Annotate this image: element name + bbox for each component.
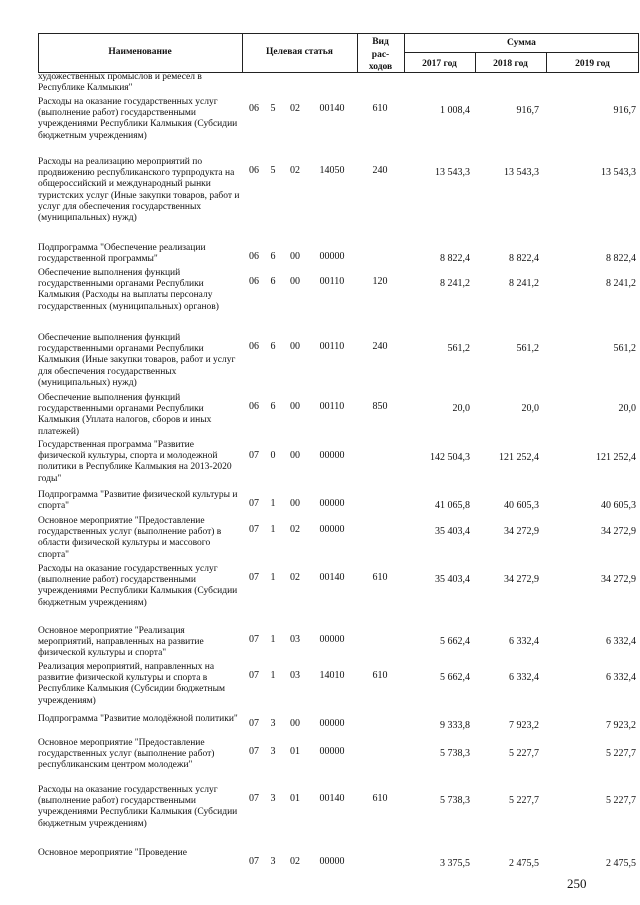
code-subprogram: 3 xyxy=(270,718,276,729)
code-direction: 00140 xyxy=(319,103,345,114)
header-2018: 2018 год xyxy=(493,59,528,69)
sum-2017: 3 375,5 xyxy=(440,858,470,869)
code-subprogram: 1 xyxy=(270,498,276,509)
code-direction: 14010 xyxy=(319,670,345,681)
row-name: Реализация мероприятий, направленных на развитие физической культуры и спорта в Республике Калмыкия (Субсидии бюджетным учреждениям) xyxy=(38,662,225,706)
row-name: Подпрограмма "Обеспечение реализации государственной программы" xyxy=(38,243,206,265)
code-activity: 03 xyxy=(290,670,300,681)
code-section: 07 xyxy=(249,718,259,729)
sum-2019: 7 923,2 xyxy=(606,720,636,731)
sum-2017: 35 403,4 xyxy=(435,574,470,585)
code-activity: 02 xyxy=(290,524,300,535)
sum-2017: 20,0 xyxy=(452,403,470,414)
sum-2019: 5 227,7 xyxy=(606,748,636,759)
row-name: Основное мероприятие "Предоставление государственных услуг (выполнение работ) в области физической культуры и массового спорта" xyxy=(38,516,222,560)
row-name: Обеспечение выполнения функций государственными органами Республики Калмыкия (Иные закупки товаров, работ и услуг для обеспечения государственных (муниципальных) нужд) xyxy=(38,333,236,388)
code-direction: 00110 xyxy=(319,341,345,352)
header-2019: 2019 год xyxy=(575,59,610,69)
sum-2017: 561,2 xyxy=(447,343,470,354)
code-activity: 00 xyxy=(290,401,300,412)
expense-type: 610 xyxy=(372,793,388,804)
sum-2019: 916,7 xyxy=(613,105,636,116)
header-name: Наименование xyxy=(108,47,172,57)
code-section: 07 xyxy=(249,793,259,804)
code-direction: 00000 xyxy=(319,856,345,867)
code-direction: 00110 xyxy=(319,401,345,412)
sum-2017: 13 543,3 xyxy=(435,167,470,178)
row-name: Подпрограмма "Развитие молодёжной политики" xyxy=(38,714,238,724)
row-name: Обеспечение выполнения функций государственными органами Республики Калмыкия (Уплата налогов, сборов и иных платежей) xyxy=(38,393,212,437)
code-section: 07 xyxy=(249,670,259,681)
row-name: Основное мероприятие "Предоставление государственных услуг (выполнение работ) республиканским центром молодежи" xyxy=(38,738,215,771)
sum-2018: 561,2 xyxy=(516,343,539,354)
code-section: 06 xyxy=(249,401,259,412)
sum-2019: 8 241,2 xyxy=(606,278,636,289)
sum-2017: 5 662,4 xyxy=(440,672,470,683)
sum-2019: 8 822,4 xyxy=(606,253,636,264)
code-subprogram: 1 xyxy=(270,634,276,645)
code-subprogram: 5 xyxy=(270,103,276,114)
code-section: 06 xyxy=(249,276,259,287)
code-subprogram: 3 xyxy=(270,746,276,757)
header-type-3: ходов xyxy=(368,62,393,72)
header-type-1: Вид xyxy=(372,37,389,47)
expense-type: 120 xyxy=(372,276,388,287)
sum-2018: 34 272,9 xyxy=(504,526,539,537)
code-direction: 00000 xyxy=(319,524,345,535)
sum-2017: 1 008,4 xyxy=(440,105,470,116)
code-subprogram: 3 xyxy=(270,793,276,804)
sum-2019: 34 272,9 xyxy=(601,574,636,585)
code-direction: 00110 xyxy=(319,276,345,287)
sum-2018: 5 227,7 xyxy=(509,748,539,759)
expense-type: 610 xyxy=(372,670,388,681)
code-section: 07 xyxy=(249,524,259,535)
row-name: Основное мероприятие "Реализация мероприятий, направленных на развитие физической культуры и спорта" xyxy=(38,626,204,659)
expense-type: 610 xyxy=(372,572,388,583)
sum-2019: 2 475,5 xyxy=(606,858,636,869)
sum-2019: 40 605,3 xyxy=(601,500,636,511)
sum-2019: 5 227,7 xyxy=(606,795,636,806)
sum-2018: 8 241,2 xyxy=(509,278,539,289)
sum-2018: 5 227,7 xyxy=(509,795,539,806)
row-name: художественных промыслов и ремесел в Республике Калмыкия" xyxy=(38,72,202,94)
sum-2017: 8 241,2 xyxy=(440,278,470,289)
sum-2018: 7 923,2 xyxy=(509,720,539,731)
sum-2017: 41 065,8 xyxy=(435,500,470,511)
code-direction: 00140 xyxy=(319,793,345,804)
header-sum: Сумма xyxy=(507,38,536,48)
code-section: 06 xyxy=(249,103,259,114)
sum-2019: 34 272,9 xyxy=(601,526,636,537)
sum-2018: 2 475,5 xyxy=(509,858,539,869)
header-target: Целевая статья xyxy=(266,47,333,57)
sum-2019: 121 252,4 xyxy=(596,452,636,463)
code-section: 07 xyxy=(249,450,259,461)
page-number: 250 xyxy=(567,876,587,891)
sum-2018: 40 605,3 xyxy=(504,500,539,511)
sum-2017: 142 504,3 xyxy=(430,452,470,463)
sum-2017: 5 662,4 xyxy=(440,636,470,647)
code-subprogram: 5 xyxy=(270,165,276,176)
code-section: 07 xyxy=(249,856,259,867)
sum-2018: 20,0 xyxy=(521,403,539,414)
code-subprogram: 1 xyxy=(270,670,276,681)
code-section: 06 xyxy=(249,341,259,352)
code-subprogram: 1 xyxy=(270,524,276,535)
sum-2017: 5 738,3 xyxy=(440,795,470,806)
code-activity: 00 xyxy=(290,251,300,262)
sum-2018: 34 272,9 xyxy=(504,574,539,585)
sum-2018: 6 332,4 xyxy=(509,636,539,647)
code-direction: 00000 xyxy=(319,718,345,729)
code-subprogram: 1 xyxy=(270,572,276,583)
header-2017: 2017 год xyxy=(422,59,457,69)
sum-2017: 9 333,8 xyxy=(440,720,470,731)
code-section: 07 xyxy=(249,498,259,509)
code-activity: 01 xyxy=(290,746,300,757)
code-activity: 00 xyxy=(290,450,300,461)
code-direction: 00000 xyxy=(319,450,345,461)
row-name: Расходы на оказание государственных услуг (выполнение работ) государственными учреждениями Республики Калмыкия (Субсидии бюджетным учреждениям) xyxy=(38,564,238,608)
code-direction: 00000 xyxy=(319,634,345,645)
code-section: 07 xyxy=(249,746,259,757)
code-activity: 02 xyxy=(290,103,300,114)
sum-2018: 121 252,4 xyxy=(499,452,539,463)
sum-2019: 561,2 xyxy=(613,343,636,354)
sum-2019: 20,0 xyxy=(618,403,636,414)
code-section: 06 xyxy=(249,251,259,262)
code-activity: 01 xyxy=(290,793,300,804)
code-activity: 00 xyxy=(290,718,300,729)
code-section: 07 xyxy=(249,634,259,645)
sum-2018: 8 822,4 xyxy=(509,253,539,264)
expense-type: 610 xyxy=(372,103,388,114)
sum-2019: 6 332,4 xyxy=(606,636,636,647)
code-subprogram: 6 xyxy=(270,341,276,352)
code-section: 06 xyxy=(249,165,259,176)
code-activity: 02 xyxy=(290,572,300,583)
code-section: 07 xyxy=(249,572,259,583)
code-activity: 02 xyxy=(290,165,300,176)
code-activity: 02 xyxy=(290,856,300,867)
sum-2017: 35 403,4 xyxy=(435,526,470,537)
code-direction: 00140 xyxy=(319,572,345,583)
row-name: Государственная программа "Развитие физической культуры, спорта и молодежной политики в Республике Калмыкия на 2013-2020 годы" xyxy=(38,440,232,484)
sum-2017: 8 822,4 xyxy=(440,253,470,264)
row-name: Обеспечение выполнения функций государственными органами Республики Калмыкия (Расходы на выплаты персоналу государственных (муниципальных) органов) xyxy=(38,268,219,312)
sum-2018: 13 543,3 xyxy=(504,167,539,178)
code-direction: 00000 xyxy=(319,498,345,509)
code-direction: 14050 xyxy=(319,165,345,176)
code-subprogram: 6 xyxy=(270,276,276,287)
row-name: Основное мероприятие "Проведение xyxy=(38,848,187,858)
sum-2018: 916,7 xyxy=(516,105,539,116)
expense-type: 240 xyxy=(372,165,388,176)
code-subprogram: 6 xyxy=(270,251,276,262)
expense-type: 850 xyxy=(372,401,388,412)
row-name: Расходы на оказание государственных услуг (выполнение работ) государственными учреждениями Республики Калмыкия (Субсидии бюджетным учреждениям) xyxy=(38,97,238,141)
code-subprogram: 3 xyxy=(270,856,276,867)
code-direction: 00000 xyxy=(319,746,345,757)
expense-type: 240 xyxy=(372,341,388,352)
sum-2019: 13 543,3 xyxy=(601,167,636,178)
code-activity: 00 xyxy=(290,276,300,287)
code-activity: 00 xyxy=(290,498,300,509)
row-name: Расходы на оказание государственных услуг (выполнение работ) государственными учреждениями Республики Калмыкия (Субсидии бюджетным учреждениям) xyxy=(38,785,238,829)
code-activity: 03 xyxy=(290,634,300,645)
row-name: Подпрограмма "Развитие физической культуры и спорта" xyxy=(38,490,238,512)
sum-2018: 6 332,4 xyxy=(509,672,539,683)
code-subprogram: 0 xyxy=(270,450,276,461)
sum-2019: 6 332,4 xyxy=(606,672,636,683)
row-name: Расходы на реализацию мероприятий по продвижению республиканского турпродукта на общероссийский и международный рынки туристских услуг (Иные закупки товаров, работ и услуг для обеспечения государственных (муниципальных) нужд) xyxy=(38,157,240,224)
code-direction: 00000 xyxy=(319,251,345,262)
code-activity: 00 xyxy=(290,341,300,352)
header-type-2: рас- xyxy=(371,50,390,60)
code-subprogram: 6 xyxy=(270,401,276,412)
sum-2017: 5 738,3 xyxy=(440,748,470,759)
